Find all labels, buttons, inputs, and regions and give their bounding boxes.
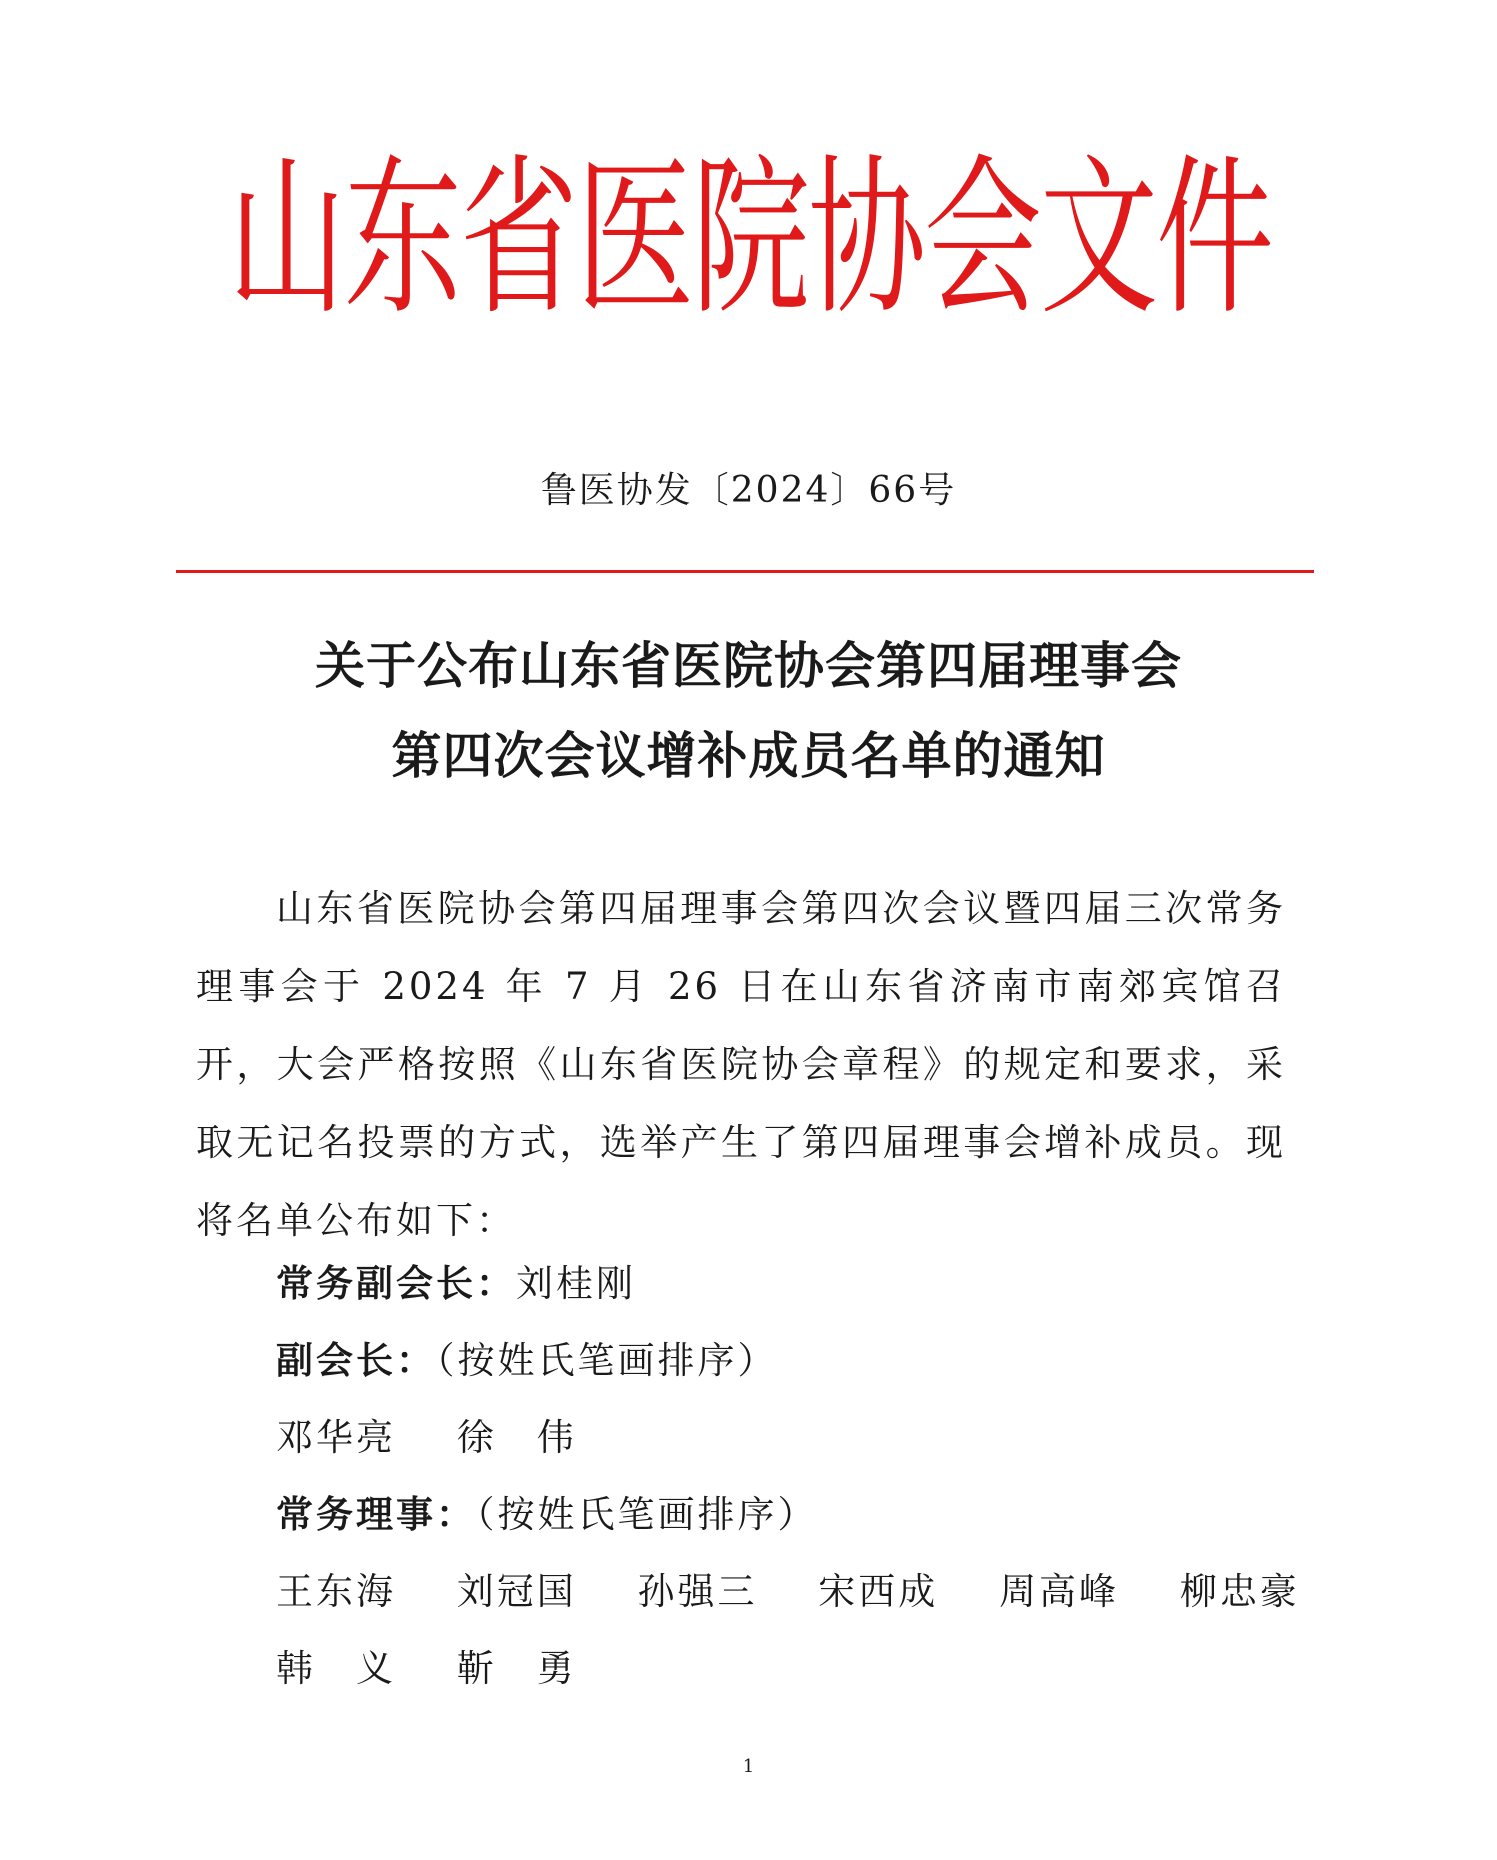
- notice-title-line-2: 第四次会议增补成员名单的通知: [391, 727, 1106, 785]
- vp-label: 副会长：: [276, 1339, 436, 1382]
- standing-director-name: 宋西成: [818, 1570, 939, 1613]
- standing-directors-names-row-1: [276, 1561, 1346, 1615]
- standing-director-name: 孙强三: [637, 1570, 758, 1613]
- standing-directors-heading-row: [276, 1484, 818, 1538]
- standing-directors-label: 常务理事：: [276, 1493, 476, 1536]
- standing-director-name: 靳 勇: [456, 1647, 577, 1690]
- standing-director-name: 韩 义: [276, 1647, 396, 1690]
- vp-sort-note: （按姓氏笔画排序）: [436, 1339, 778, 1382]
- standing-director-name: 刘冠国: [456, 1570, 577, 1613]
- body-paragraph: 山东省医院协会第四届理事会第四次会议暨四届三次常务理事会于 2024 年 7 月 26 日在山东省济南市南郊宾馆召开，大会严格按照《山东省医院协会章程》的规定和要求，采取无记名投票的方式，选举产生了第四届理事会增补成员。现将名单公布如下：: [196, 887, 1286, 1242]
- document-number: 鲁医协发〔2024〕66号: [540, 470, 957, 511]
- vp-names-row: [276, 1407, 623, 1461]
- executive-vp-name: 刘桂刚: [516, 1262, 636, 1305]
- document-header-title: 山东省医院协会文件: [228, 137, 1273, 339]
- standing-directors-sort-note: （按姓氏笔画排序）: [476, 1493, 818, 1536]
- notice-title-line-1: 关于公布山东省医院协会第四届理事会: [315, 637, 1182, 695]
- vp-name: 徐 伟: [456, 1416, 577, 1459]
- standing-director-name: 周高峰: [999, 1570, 1120, 1613]
- vp-name: 邓华亮: [276, 1416, 396, 1459]
- page-number: 1: [742, 1756, 755, 1777]
- standing-director-name: 王东海: [276, 1570, 396, 1613]
- executive-vp-row: [276, 1253, 636, 1307]
- vp-heading-row: [276, 1330, 778, 1384]
- standing-directors-names-row-2: [276, 1638, 623, 1692]
- red-divider-line: [176, 570, 1314, 573]
- standing-director-name: 柳忠豪: [1179, 1570, 1300, 1613]
- executive-vp-label: 常务副会长：: [276, 1262, 516, 1305]
